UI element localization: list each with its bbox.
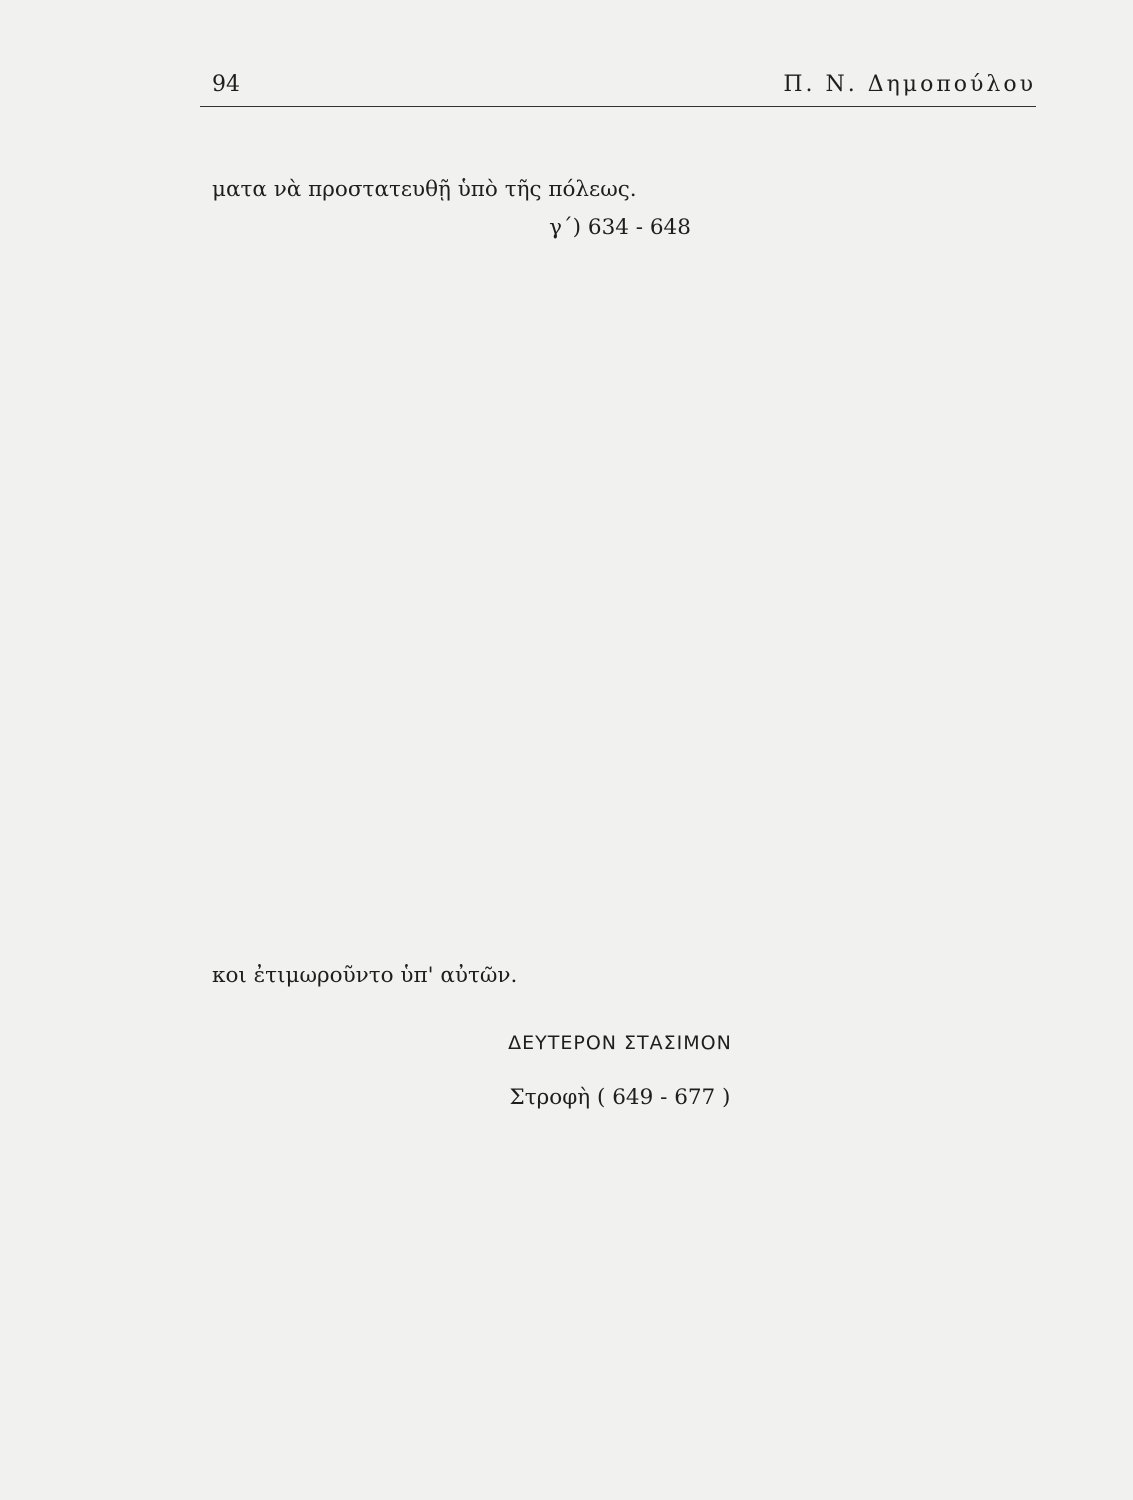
text-line [212, 1401, 1028, 1438]
text-line: ματα νὰ προστατευθῇ ὑπὸ τῆς πόλεως. [212, 177, 637, 203]
text-line [212, 850, 1028, 887]
section-heading: ΔΕΥΤΕΡΟΝ ΣΤΑΣΙΜΟΝ [508, 1031, 732, 1054]
text-line [212, 663, 1028, 700]
text-line [212, 439, 1028, 476]
text-line [212, 925, 1028, 962]
text-line [212, 477, 1028, 514]
running-header [200, 70, 1036, 100]
page-body [212, 140, 1028, 1438]
text-line [212, 1363, 1028, 1400]
text-line [212, 701, 1028, 738]
text-line [212, 626, 1028, 663]
text-line [212, 1326, 1028, 1363]
text-line [212, 1139, 1028, 1176]
text-line [212, 402, 1028, 439]
section-heading: γ΄) 634 - 648 [549, 214, 691, 240]
text-line [212, 738, 1028, 775]
text-line [212, 364, 1028, 401]
text-line [212, 327, 1028, 364]
text-line [212, 1251, 1028, 1288]
text-line [212, 1176, 1028, 1213]
text-line [212, 290, 1028, 327]
text-line: κοι ἐτιμωροῦντο ὑπ' αὐτῶν. [212, 962, 518, 988]
running-author: Π. Ν. Δημοπούλου [783, 72, 1036, 97]
text-line [212, 1288, 1028, 1325]
text-line [212, 1214, 1028, 1251]
text-line [212, 888, 1028, 925]
text-line [212, 589, 1028, 626]
text-line [212, 776, 1028, 813]
text-line [212, 813, 1028, 850]
text-line [212, 551, 1028, 588]
header-rule [200, 106, 1036, 107]
text-line [212, 140, 1028, 177]
text-line [212, 514, 1028, 551]
section-subheading: Στροφὴ ( 649 - 677 ) [509, 1085, 731, 1111]
page-number: 94 [212, 72, 240, 97]
text-line [212, 252, 1028, 289]
